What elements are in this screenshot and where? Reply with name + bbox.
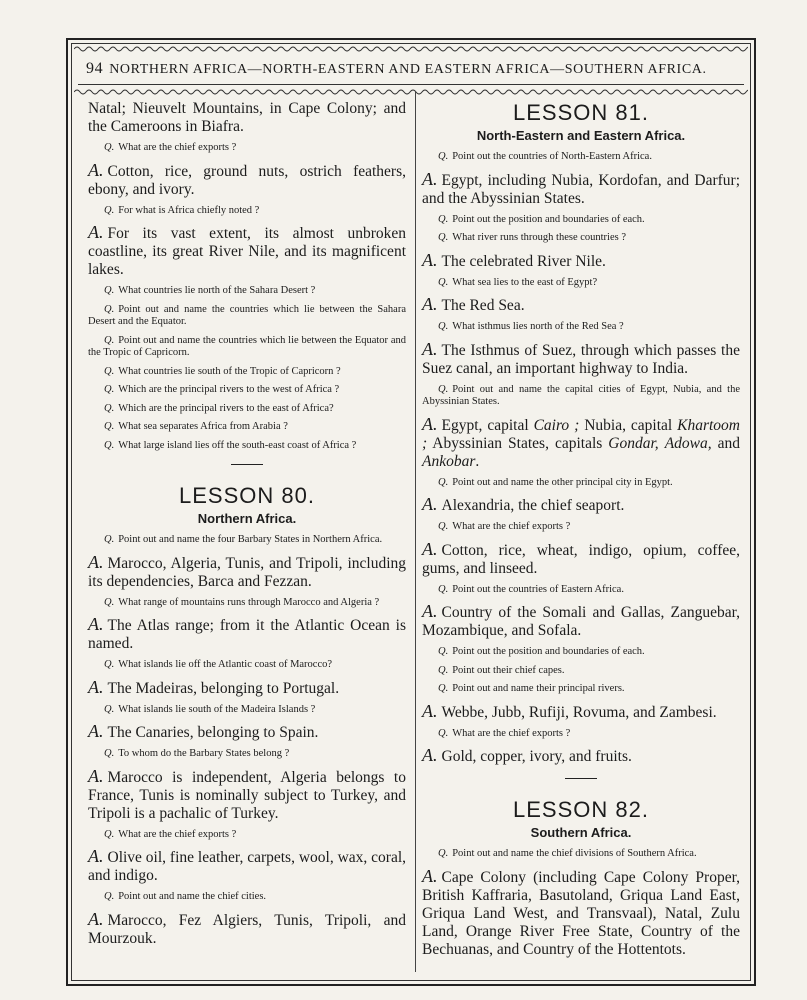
text: Abyssinian States, capitals (427, 434, 609, 452)
left-qa-list-1 (88, 142, 406, 452)
question (422, 477, 740, 490)
answer-text: Olive oil, fine leather, carpets, wool, wax, coral, and indigo. (88, 849, 407, 884)
question-marker: Q. (438, 583, 449, 595)
question-text: What river runs through these countries ? (452, 232, 626, 243)
question-marker: Q. (104, 285, 115, 296)
question-text: What isthmus lies north of the Red Sea ? (452, 321, 624, 332)
column-divider (415, 92, 416, 972)
lesson-81-subtitle: North-Eastern and Eastern Africa. (476, 128, 686, 143)
answer-text: The Madeiras, belonging to Portugal. (107, 679, 340, 697)
question-marker: Q. (438, 476, 449, 488)
question-text: What are the chief exports ? (118, 828, 237, 840)
answer-marker: A. (88, 159, 104, 180)
question-marker: Q. (438, 727, 449, 739)
question-text: What are the chief exports ? (452, 521, 571, 532)
answer (88, 553, 406, 591)
question (88, 748, 406, 761)
answer-marker: A. (422, 745, 438, 765)
answer (422, 251, 740, 271)
answer-text: Country of the Somali and Gallas, Zanguebar, Mozambique, and Sofala. (422, 604, 740, 639)
question-text: What are the chief exports ? (452, 727, 571, 739)
question (422, 321, 740, 334)
continued-answer: Natal; Nieuvelt Mountains, in Cape Colony; and the Cameroons in Biafra. (88, 100, 406, 135)
answer-text: Egypt, including Nubia, Kordofan, and Darfur; and the Abyssinian States. (422, 171, 740, 207)
question-text: Point out and name the other principal city in Egypt. (452, 476, 673, 488)
question-marker: Q. (104, 142, 115, 153)
question-marker: Q. (438, 521, 449, 532)
question-text: What countries lie south of the Tropic of Capricorn ? (118, 365, 341, 377)
answer (422, 867, 740, 959)
question-marker: Q. (438, 646, 449, 657)
header-rule (78, 84, 744, 85)
question (422, 683, 740, 696)
capital-cairo: Cairo ; (533, 416, 580, 434)
question-text: Point out and name the chief cities. (118, 891, 267, 902)
right-qa-list-2 (422, 477, 740, 767)
answer-marker: A. (88, 908, 104, 929)
answer (422, 495, 740, 515)
answer-marker: A. (88, 614, 104, 634)
answer (88, 223, 406, 279)
question-marker: Q. (104, 421, 115, 432)
question (88, 421, 406, 434)
answer-marker: A. (422, 538, 438, 559)
capital-ankobar: Ankobar (422, 452, 476, 470)
lesson-82-subtitle: Southern Africa. (530, 825, 632, 840)
question (422, 646, 740, 659)
answer (422, 702, 740, 722)
text: . (475, 452, 480, 470)
question-marker: Q. (104, 365, 115, 377)
answer (88, 722, 406, 742)
question-text: Point out and name the countries which lie between the Sahara Desert and the Equator. (88, 303, 406, 327)
answer-marker: A. (422, 700, 438, 721)
question-text: Point out their chief capes. (452, 664, 565, 676)
question-text: For what is Africa chiefly noted ? (118, 204, 260, 216)
answer-text: Marocco, Fez Algiers, Tunis, Tripoli, and Mourzouk. (88, 911, 406, 947)
capital-gondar: Gondar, (608, 434, 659, 452)
question-marker: Q. (438, 213, 449, 225)
question (422, 384, 740, 409)
question-marker: Q. (438, 321, 449, 332)
question (422, 665, 740, 678)
answer-text: The Atlas range; from it the Atlantic Ocean is named. (88, 617, 406, 652)
question-marker: Q. (104, 828, 115, 840)
question-marker: Q. (438, 683, 449, 694)
question (422, 728, 740, 741)
right-qa-list-3 (422, 848, 740, 959)
question-marker: Q. (104, 204, 115, 216)
answer (88, 847, 406, 885)
question (88, 205, 406, 218)
question-text: Point out the countries of Eastern Africa. (452, 583, 624, 595)
answer-marker: A. (88, 765, 104, 786)
answer (422, 295, 740, 315)
answer (88, 910, 406, 948)
question (88, 829, 406, 842)
question-marker: Q. (438, 151, 449, 162)
answer (88, 678, 406, 698)
answer-marker: A. (422, 168, 438, 189)
right-qa-list-1 (422, 151, 740, 409)
question-text: Point out and name their principal rivers. (452, 683, 625, 694)
question (422, 848, 740, 861)
question-marker: Q. (104, 384, 115, 395)
answer-marker: A. (422, 249, 438, 270)
lesson-80-subtitle: Northern Africa. (197, 511, 297, 526)
question-marker: Q. (104, 748, 115, 759)
lesson-80-title: LESSON 80. (179, 483, 315, 508)
question-text: To whom do the Barbary States belong ? (118, 748, 290, 759)
question-text: What islands lie south of the Madeira Islands ? (118, 703, 316, 715)
answer-marker: A. (422, 601, 438, 621)
section-separator (231, 464, 263, 465)
question-marker: Q. (438, 276, 449, 288)
answer (422, 746, 740, 766)
answer-marker: A. (422, 294, 438, 314)
question-text: Point out the countries of North-Eastern Africa. (452, 151, 652, 162)
question (88, 304, 406, 329)
left-column (88, 100, 406, 954)
top-ornament (74, 45, 748, 53)
question (88, 403, 406, 416)
question-marker: Q. (438, 848, 449, 859)
page-header (86, 60, 738, 78)
question-text: What range of mountains runs through Marocco and Algeria ? (118, 596, 380, 608)
capital-adowa: Adowa, (664, 434, 712, 452)
right-column (422, 100, 740, 965)
answer-text: The Isthmus of Suez, through which passes the Suez canal, an important highway to India. (422, 341, 740, 377)
answer (88, 161, 406, 199)
answer-text: Alexandria, the chief seaport. (441, 497, 625, 514)
question-text: Point out and name the countries which lie between the Equator and the Tropic of Capricorn. (88, 334, 406, 358)
answer (422, 170, 740, 208)
answer-marker: A. (88, 846, 104, 866)
header-ornament (74, 88, 748, 96)
question (88, 704, 406, 717)
answer-marker: A. (422, 865, 438, 886)
answer-text: The Red Sea. (441, 297, 525, 314)
question-marker: Q. (438, 232, 449, 243)
answer (88, 615, 406, 653)
page-running-title: NORTHERN AFRICA—NORTH-EASTERN AND EASTERN AFRICA—SOUTHERN AFRICA. (109, 62, 707, 77)
text: Nubia, capital (579, 416, 678, 434)
answer (422, 602, 740, 640)
question-marker: Q. (104, 534, 115, 545)
question (88, 440, 406, 453)
question-marker: Q. (104, 334, 115, 346)
question-marker: Q. (438, 664, 449, 676)
question-text: What large island lies off the south-east coast of Africa ? (118, 439, 357, 451)
capitals-answer (422, 415, 740, 471)
page-number: 94 (86, 60, 104, 77)
answer-marker: A. (88, 721, 104, 741)
answer-text: The Canaries, belonging to Spain. (107, 724, 319, 741)
question-text: What sea lies to the east of Egypt? (452, 276, 598, 288)
answer-text: Cotton, rice, ground nuts, ostrich feathers, ebony, and ivory. (88, 162, 406, 198)
question-text: Point out and name the four Barbary States in Northern Africa. (118, 534, 383, 545)
answer-marker: A. (88, 222, 104, 242)
answer-marker: A. (88, 551, 104, 572)
question-marker: Q. (438, 383, 449, 395)
question-marker: Q. (104, 891, 115, 902)
question (422, 584, 740, 597)
lesson-81-title: LESSON 81. (513, 100, 649, 125)
question-text: What countries lie north of the Sahara Desert ? (118, 285, 316, 296)
answer-text: Gold, copper, ivory, and fruits. (441, 748, 632, 765)
answer-text: The celebrated River Nile. (441, 252, 606, 270)
question (88, 384, 406, 397)
answer (422, 540, 740, 578)
question (88, 285, 406, 298)
question-marker: Q. (104, 402, 115, 414)
answer-text: Cotton, rice, wheat, indigo, opium, coffee, gums, and linseed. (422, 541, 740, 577)
answer-marker: A. (422, 413, 438, 434)
question (88, 659, 406, 672)
question-text: What sea separates Africa from Arabia ? (118, 421, 288, 432)
question-text: What islands lie off the Atlantic coast of Marocco? (118, 659, 333, 670)
answer-text: Marocco, Algeria, Tunis, and Tripoli, including its dependencies, Barca and Fezzan. (88, 554, 406, 590)
question-marker: Q. (104, 439, 115, 451)
question-text: Which are the principal rivers to the west of Africa ? (118, 384, 340, 395)
question-text: Which are the principal rivers to the east of Africa? (118, 402, 334, 414)
question (422, 214, 740, 227)
question (422, 277, 740, 290)
text: and (711, 434, 740, 452)
capital-khartoom: Khartoom ; (422, 416, 740, 452)
question-marker: Q. (104, 303, 115, 315)
answer-marker: A. (422, 338, 438, 359)
answer-marker: A. (422, 494, 438, 514)
question (88, 534, 406, 547)
section-separator (565, 778, 597, 779)
question-text: Point out the position and boundaries of each. (452, 213, 645, 225)
answer-text: Webbe, Jubb, Rufiji, Rovuma, and Zambesi. (441, 703, 717, 721)
lesson-82-title: LESSON 82. (513, 797, 649, 822)
question (88, 335, 406, 360)
question (422, 151, 740, 164)
answer (422, 340, 740, 378)
question (88, 597, 406, 610)
question-marker: Q. (104, 596, 115, 608)
answer-text: Marocco is independent, Algeria belongs to France, Tunis is nominally subject to Turkey, and Tripoli is a pachalic of Turkey. (88, 768, 406, 822)
answer (88, 767, 406, 823)
answer-marker: A. (88, 676, 104, 697)
answer-text: Cape Colony (including Cape Colony Proper, British Kaffraria, Basutoland, Griqua Land East, Griqua Land West, and Transvaal), Natal, Zulu Land, Orange River Free State, Country of the Bechuanas, and Country of the Hottentots. (422, 868, 740, 958)
question (88, 366, 406, 379)
question-text: What are the chief exports ? (118, 142, 237, 153)
question (422, 232, 740, 245)
question (88, 891, 406, 904)
question (422, 521, 740, 534)
question-marker: Q. (104, 659, 115, 670)
text: Egypt, capital (441, 416, 534, 434)
question-text: Point out the position and boundaries of each. (452, 646, 645, 657)
question-marker: Q. (104, 703, 115, 715)
left-qa-list-2 (88, 534, 406, 948)
question (88, 142, 406, 155)
question-text: Point out and name the capital cities of Egypt, Nubia, and the Abyssinian States. (422, 383, 740, 407)
question-text: Point out and name the chief divisions of Southern Africa. (452, 848, 697, 859)
answer-text: For its vast extent, its almost unbroken coastline, its great River Nile, and its magnificent lakes. (88, 225, 406, 278)
